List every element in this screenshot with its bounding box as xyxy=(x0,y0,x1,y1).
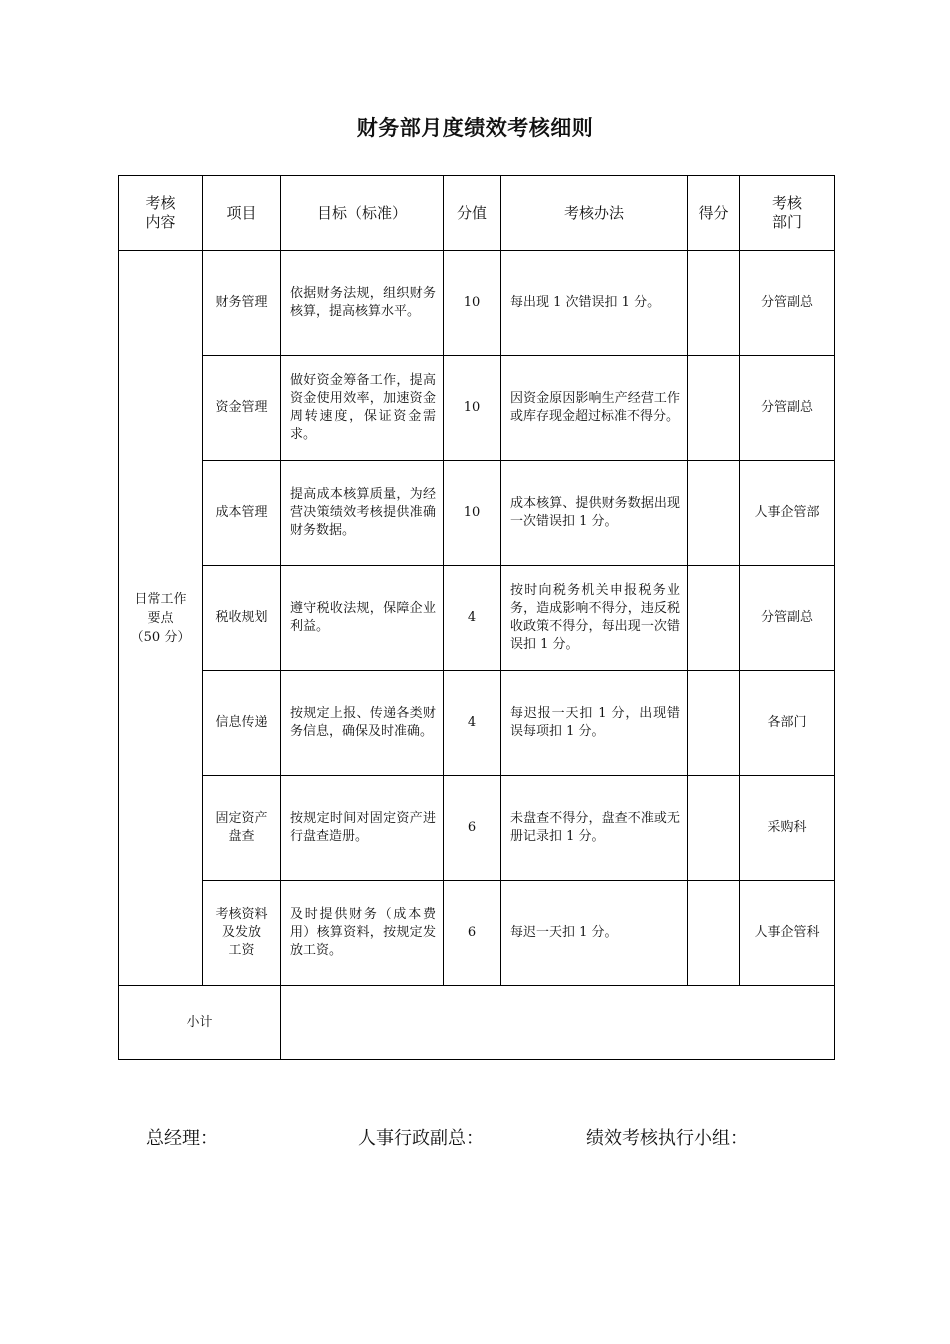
subtotal-row xyxy=(119,986,835,1060)
item-cell: 固定资产 盘查 xyxy=(203,776,281,881)
method-cell: 按时向税务机关申报税务业务，造成影响不得分，违反税收政策不得分，每出现一次错误扣 1 分。 xyxy=(501,566,688,671)
header-row xyxy=(119,176,835,251)
table-row xyxy=(119,671,835,776)
signature-gm: 总经理： xyxy=(146,1128,218,1149)
page-title: 财务部月度绩效考核细则 xyxy=(356,116,594,140)
target-cell: 按规定上报、传递各类财务信息，确保及时准确。 xyxy=(281,671,444,776)
table-row xyxy=(119,566,835,671)
method-cell: 未盘查不得分，盘查不准或无册记录扣 1 分。 xyxy=(501,776,688,881)
item-cell: 税收规划 xyxy=(203,566,281,671)
item-cell: 考核资料 及发放 工资 xyxy=(203,881,281,986)
item-cell: 资金管理 xyxy=(203,356,281,461)
dept-cell: 人事企管部 xyxy=(740,461,835,566)
points-cell: 6 xyxy=(444,881,501,986)
target-cell: 遵守税收法规，保障企业利益。 xyxy=(281,566,444,671)
score-cell[interactable] xyxy=(688,776,740,881)
item-cell: 财务管理 xyxy=(203,251,281,356)
dept-cell: 人事企管科 xyxy=(740,881,835,986)
points-cell: 10 xyxy=(444,356,501,461)
assessment-table xyxy=(118,175,835,1060)
target-cell: 及时提供财务（成本费用）核算资料，按规定发放工资。 xyxy=(281,881,444,986)
table-row xyxy=(119,251,835,356)
header-points: 分值 xyxy=(444,176,501,251)
points-cell: 10 xyxy=(444,251,501,356)
subtotal-value[interactable] xyxy=(281,986,835,1060)
points-cell: 4 xyxy=(444,671,501,776)
table-row xyxy=(119,356,835,461)
header-content: 考核 内容 xyxy=(119,176,203,251)
table-row xyxy=(119,881,835,986)
score-cell[interactable] xyxy=(688,671,740,776)
score-cell[interactable] xyxy=(688,461,740,566)
table-row xyxy=(119,776,835,881)
method-cell: 每迟一天扣 1 分。 xyxy=(501,881,688,986)
method-cell: 每出现 1 次错误扣 1 分。 xyxy=(501,251,688,356)
item-cell: 成本管理 xyxy=(203,461,281,566)
header-item: 项目 xyxy=(203,176,281,251)
method-cell: 每迟报一天扣 1 分，出现错误每项扣 1 分。 xyxy=(501,671,688,776)
subtotal-label: 小计 xyxy=(119,986,281,1060)
header-method: 考核办法 xyxy=(501,176,688,251)
signature-hr-vp: 人事行政副总： xyxy=(358,1128,484,1149)
score-cell[interactable] xyxy=(688,566,740,671)
signature-team: 绩效考核执行小组： xyxy=(586,1128,748,1149)
dept-cell: 采购科 xyxy=(740,776,835,881)
score-cell[interactable] xyxy=(688,251,740,356)
table-row xyxy=(119,461,835,566)
category-cell: 日常工作 要点 （50 分） xyxy=(119,251,203,986)
target-cell: 按规定时间对固定资产进行盘查造册。 xyxy=(281,776,444,881)
header-score: 得分 xyxy=(688,176,740,251)
target-cell: 依据财务法规，组织财务核算，提高核算水平。 xyxy=(281,251,444,356)
points-cell: 4 xyxy=(444,566,501,671)
header-target: 目标（标准） xyxy=(281,176,444,251)
header-dept: 考核 部门 xyxy=(740,176,835,251)
dept-cell: 分管副总 xyxy=(740,566,835,671)
dept-cell: 各部门 xyxy=(740,671,835,776)
points-cell: 10 xyxy=(444,461,501,566)
dept-cell: 分管副总 xyxy=(740,356,835,461)
target-cell: 做好资金筹备工作，提高资金使用效率，加速资金周转速度，保证资金需求。 xyxy=(281,356,444,461)
points-cell: 6 xyxy=(444,776,501,881)
item-cell: 信息传递 xyxy=(203,671,281,776)
method-cell: 因资金原因影响生产经营工作或库存现金超过标准不得分。 xyxy=(501,356,688,461)
method-cell: 成本核算、提供财务数据出现一次错误扣 1 分。 xyxy=(501,461,688,566)
target-cell: 提高成本核算质量，为经营决策绩效考核提供准确财务数据。 xyxy=(281,461,444,566)
score-cell[interactable] xyxy=(688,881,740,986)
score-cell[interactable] xyxy=(688,356,740,461)
dept-cell: 分管副总 xyxy=(740,251,835,356)
